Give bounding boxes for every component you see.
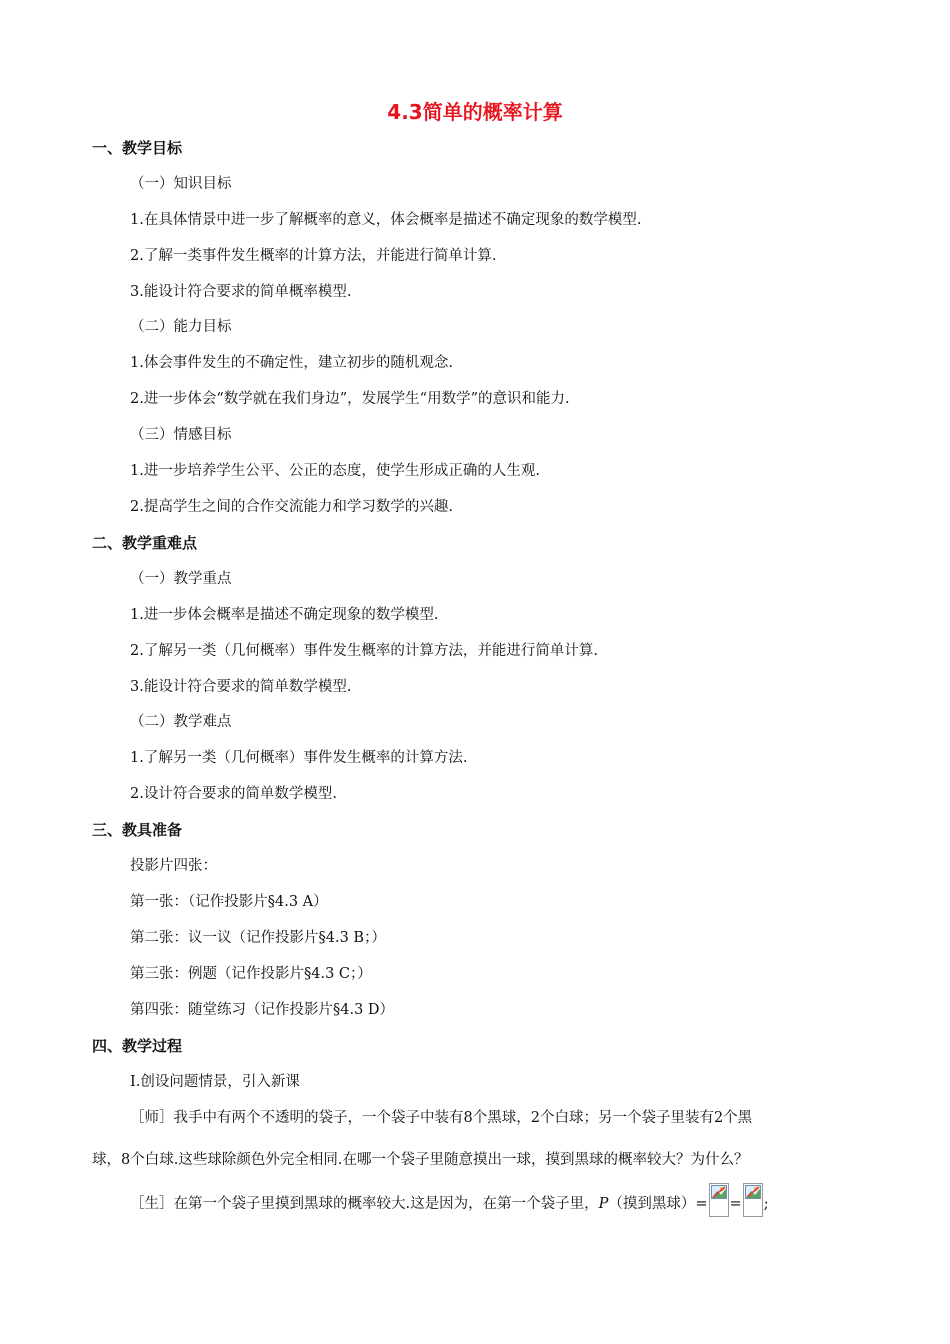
document-title: 4.3简单的概率计算: [387, 100, 563, 124]
paragraph: 1.进一步体会概率是描述不确定现象的数学模型.: [130, 607, 439, 623]
broken-image-icon: [743, 1183, 763, 1217]
paragraph-text: ［生］在第一个袋子里摸到黑球的概率较大.这是因为，在第一个袋子里，: [130, 1196, 599, 1212]
paragraph: 第二张：议一议（记作投影片§4.3 B；）: [130, 930, 386, 946]
paragraph: 第三张：例题（记作投影片§4.3 C；）: [130, 966, 372, 982]
subheading-ability: （二）能力目标: [130, 319, 232, 335]
section-heading-process: 四、教学过程: [92, 1037, 183, 1055]
subheading-focus: （一）教学重点: [130, 571, 232, 587]
broken-image-icon: [709, 1183, 729, 1217]
subheading-emotion: （三）情感目标: [130, 427, 232, 443]
variable-p: P: [598, 1196, 609, 1212]
semicolon: ;: [763, 1196, 769, 1212]
paragraph: 3.能设计符合要求的简单概率模型.: [130, 284, 352, 300]
subheading-knowledge: （一）知识目标: [130, 176, 232, 192]
paragraph: 2.了解一类事件发生概率的计算方法，并能进行简单计算.: [130, 248, 497, 264]
paragraph: ［师］我手中有两个不透明的袋子，一个袋子中装有8个黑球，2个白球；另一个袋子里装有2个黑: [130, 1110, 753, 1126]
paragraph: 球，8个白球.这些球除颜色外完全相同.在哪一个袋子里随意摸出一球，摸到黑球的概率较大？为什么？: [92, 1152, 749, 1168]
paragraph: 第四张：随堂练习（记作投影片§4.3 D）: [130, 1002, 395, 1018]
paragraph: 2.进一步体会“数学就在我们身边”，发展学生“用数学”的意识和能力.: [130, 391, 570, 407]
paragraph: 3.能设计符合要求的简单数学模型.: [130, 679, 352, 695]
paragraph: 第一张：（记作投影片§4.3 A）: [130, 894, 328, 910]
section-heading-key-points: 二、教学重难点: [92, 534, 198, 552]
paragraph: 投影片四张：: [130, 858, 217, 874]
paragraph: 1.体会事件发生的不确定性，建立初步的随机观念.: [130, 355, 453, 371]
paragraph: 1.在具体情景中进一步了解概率的意义，体会概率是描述不确定现象的数学模型.: [130, 212, 642, 228]
paragraph: 2.了解另一类（几何概率）事件发生概率的计算方法，并能进行简单计算.: [130, 643, 598, 659]
section-heading-goals: 一、教学目标: [92, 139, 183, 157]
paragraph: 2.提高学生之间的合作交流能力和学习数学的兴趣.: [130, 499, 453, 515]
paragraph-text: （摸到黑球）=: [608, 1196, 708, 1212]
paragraph: 1.进一步培养学生公平、公正的态度，使学生形成正确的人生观.: [130, 463, 540, 479]
equals-sign: =: [729, 1196, 742, 1212]
paragraph: Ⅰ.创设问题情景，引入新课: [130, 1074, 300, 1090]
subheading-difficulty: （二）教学难点: [130, 714, 232, 730]
paragraph-with-formula: [130, 1193, 769, 1217]
paragraph: 2.设计符合要求的简单数学模型.: [130, 786, 337, 802]
section-heading-materials: 三、教具准备: [92, 821, 183, 839]
paragraph: 1.了解另一类（几何概率）事件发生概率的计算方法.: [130, 750, 468, 766]
